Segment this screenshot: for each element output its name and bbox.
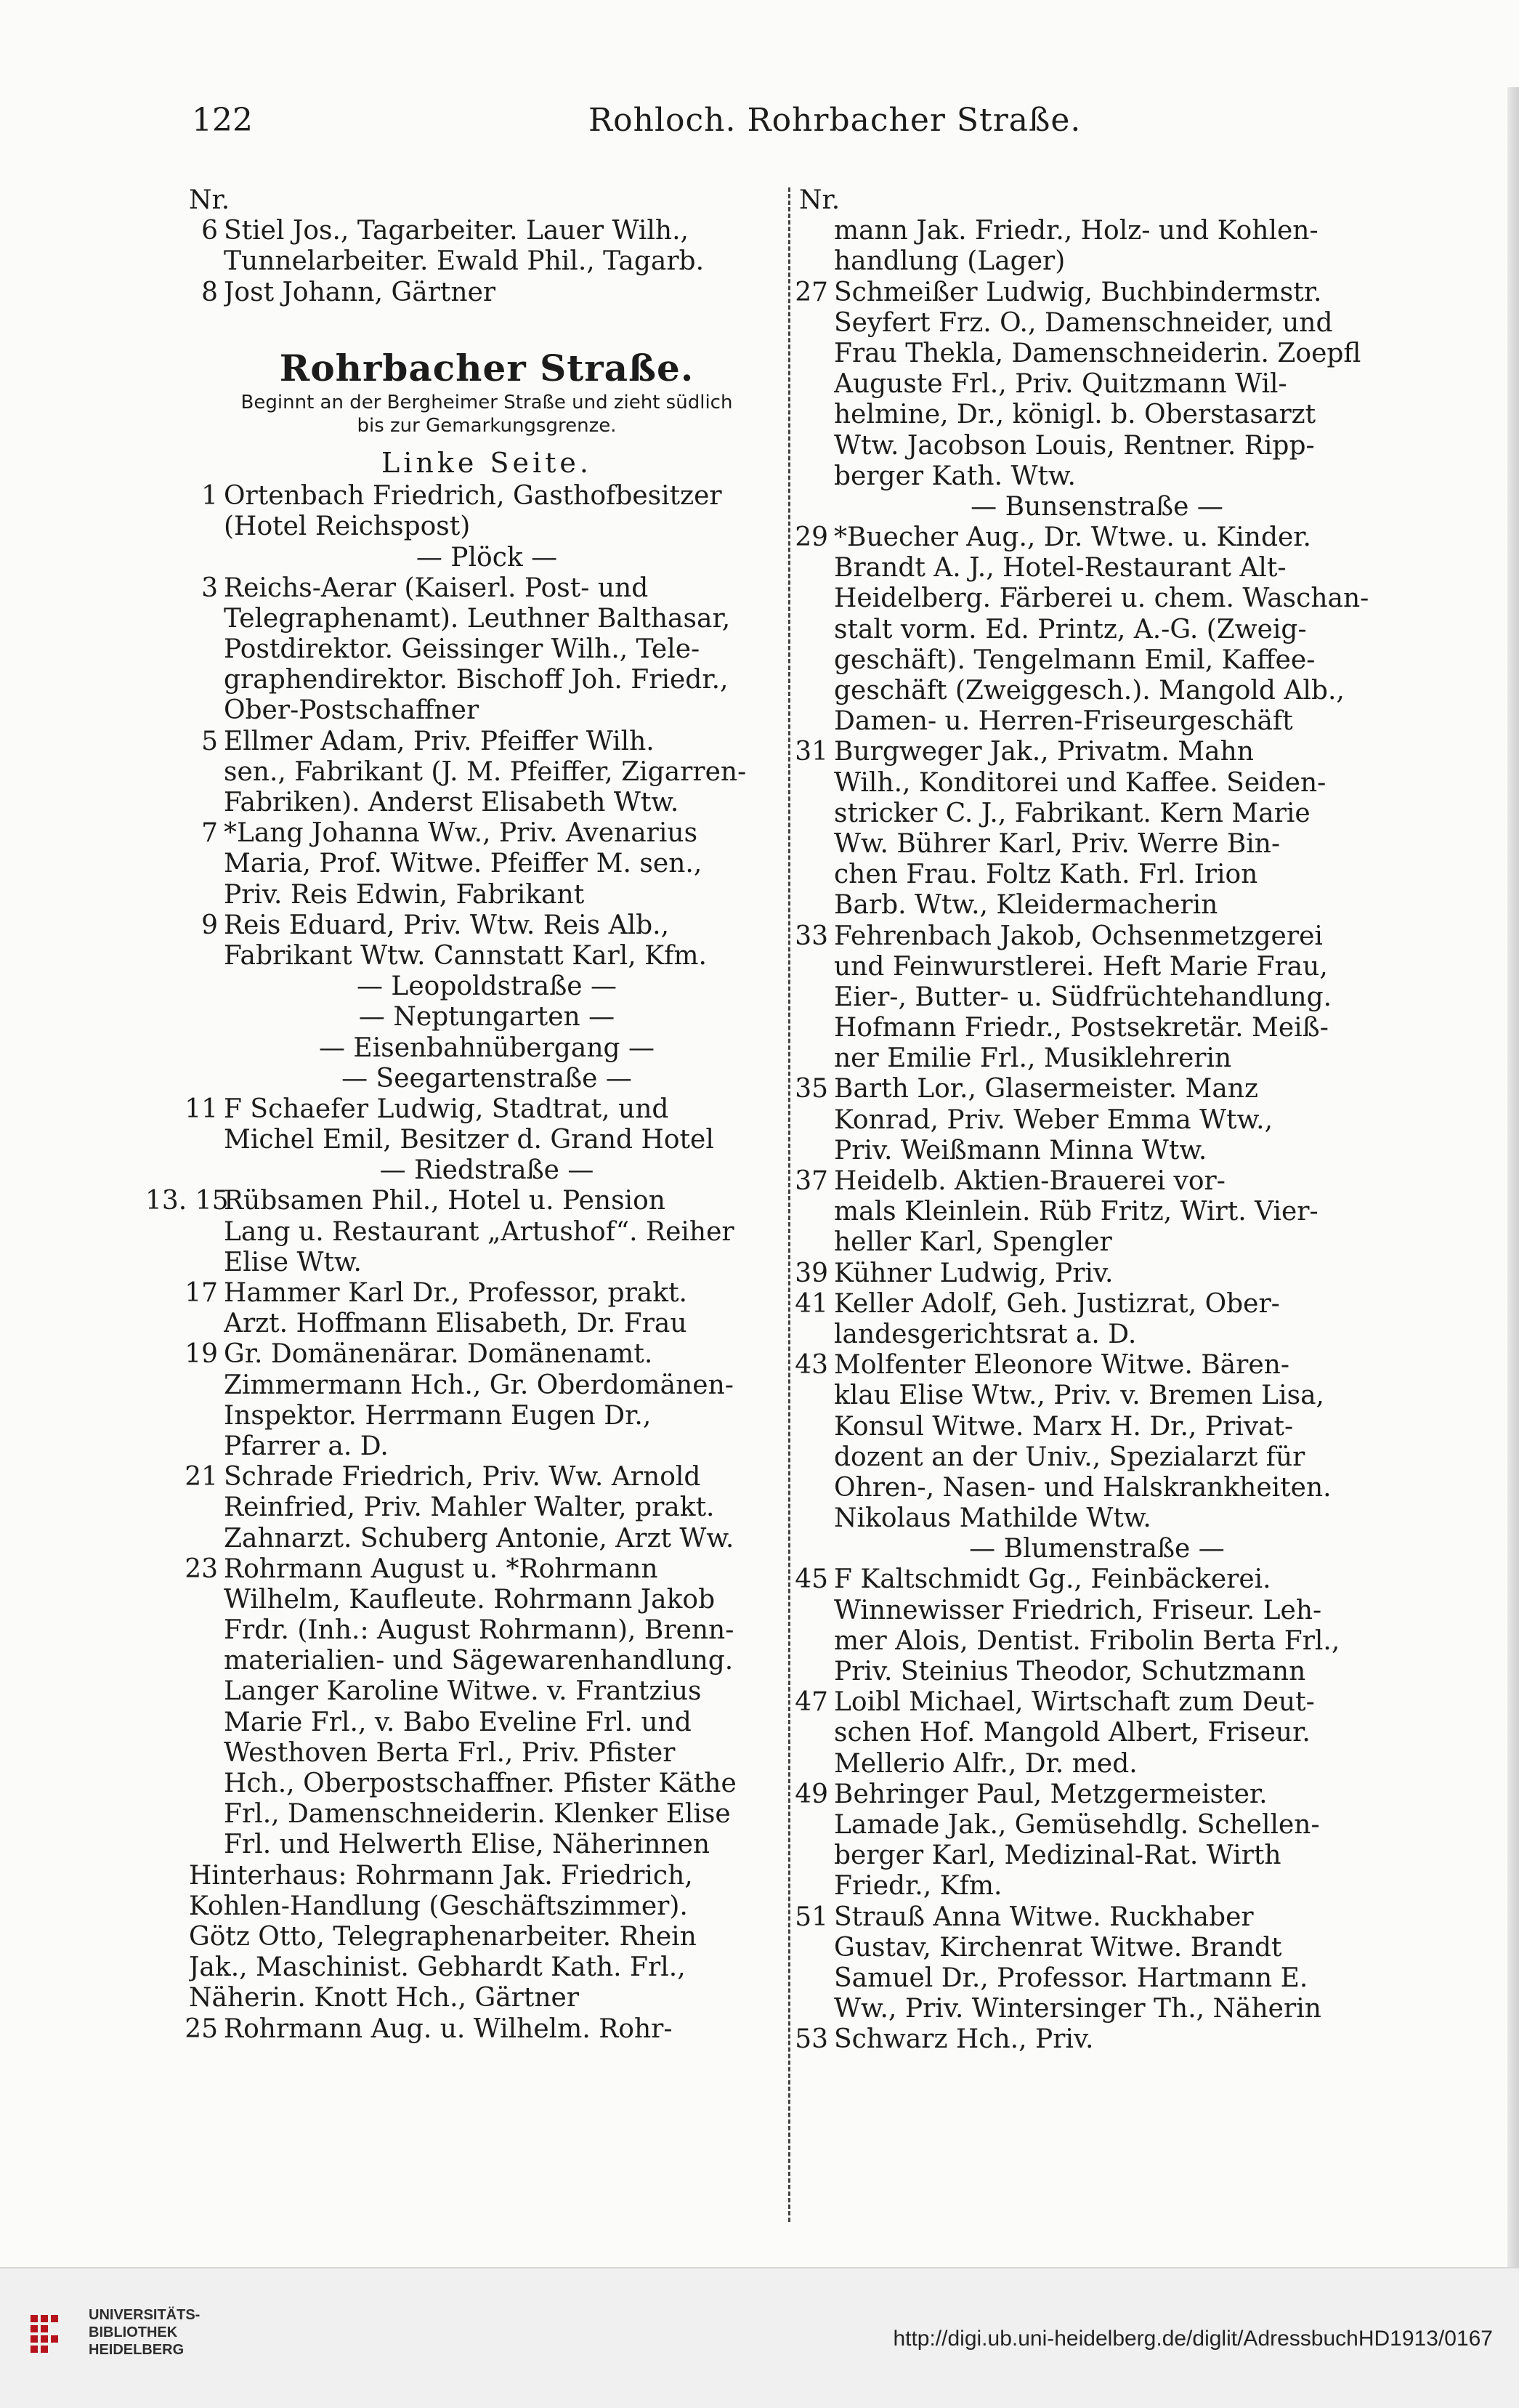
cross-street: — Plöck —: [416, 542, 558, 573]
entry-text: [834, 1902, 1395, 2025]
entry-line: Frdr. (Inh.: August Rohrmann), Brenn-: [224, 1615, 734, 1646]
entry-line: Heidelb. Aktien-Brauerei vor-: [834, 1166, 1226, 1196]
house-number: 7: [201, 818, 218, 849]
library-logo-icon: [28, 2309, 78, 2360]
entry-line: mer Alois, Dentist. Fribolin Berta Frl.,: [834, 1625, 1340, 1656]
entry-line: mann Jak. Friedr., Holz- und Kohlen-: [834, 216, 1319, 246]
entry-line: Friedr., Kfm.: [834, 1871, 1002, 1902]
address-entry: [795, 1350, 1395, 1534]
entry-text: [224, 910, 785, 971]
entry-line: Stiel Jos., Tagarbeiter. Lauer Wilh.,: [224, 216, 689, 246]
entry-text: [834, 921, 1395, 1075]
entry-text: [224, 1278, 785, 1339]
entry-line: Mellerio Alfr., Dr. med.: [834, 1748, 1138, 1779]
address-entry: [189, 818, 785, 910]
entry-line: Gustav, Kirchenrat Witwe. Brandt: [834, 1932, 1282, 1963]
address-entry: [185, 1339, 785, 1462]
entry-line: Auguste Frl., Priv. Quitzmann Wil-: [834, 369, 1287, 400]
house-number: 43: [795, 1350, 828, 1381]
entry-line: Ww. Bührer Karl, Priv. Werre Bin-: [834, 828, 1281, 859]
house-number: 51: [795, 1902, 828, 1932]
entry-line: handlung (Lager): [834, 246, 1066, 277]
entry-line: Lamade Jak., Gemüsehdlg. Schellen-: [834, 1809, 1320, 1840]
cross-street: — Leopoldstraße —: [356, 971, 617, 1002]
entry-line: Michel Emil, Besitzer d. Grand Hotel: [224, 1125, 714, 1155]
entry-line: Maria, Prof. Witwe. Pfeiffer M. sen.,: [224, 849, 702, 879]
entry-text: [224, 1186, 785, 1278]
entry-line: Reis Eduard, Priv. Wtw. Reis Alb.,: [224, 910, 670, 940]
entry-line: Zahnarzt. Schuberg Antonie, Arzt Ww.: [224, 1523, 734, 1554]
house-number: 49: [795, 1779, 828, 1809]
address-entry: [795, 277, 1395, 492]
address-entry: [795, 1288, 1395, 1350]
entry-line: helmine, Dr., königl. b. Oberstasarzt: [834, 400, 1316, 430]
entry-text: [834, 737, 1395, 921]
entry-line: Rübsamen Phil., Hotel u. Pension: [224, 1186, 665, 1216]
entry-line: Westhoven Berta Frl., Priv. Pfister: [224, 1737, 676, 1768]
address-entry: [795, 2024, 1395, 2055]
entry-line: Gr. Domänenärar. Domänenamt.: [224, 1339, 653, 1370]
entry-line: klau Elise Wtw., Priv. v. Bremen Lisa,: [834, 1381, 1324, 1411]
library-name-line: HEIDELBERG: [89, 2342, 185, 2358]
entry-text: [224, 573, 785, 727]
entry-line: Ohren-, Nasen- und Halskrankheiten.: [834, 1472, 1332, 1503]
house-number: 53: [795, 2024, 828, 2055]
continued-entry: [799, 216, 1395, 277]
side-heading: Linke Seite.: [381, 446, 592, 479]
entry-line: Ober-Postschaffner: [224, 695, 479, 726]
cross-street: — Bunsenstraße —: [971, 491, 1223, 522]
entry-line: Hammer Karl Dr., Professor, prakt.: [224, 1278, 687, 1309]
entry-line: Reichs-Aerar (Kaiserl. Post- und: [224, 573, 649, 603]
entry-text: [224, 481, 785, 542]
entry-line: Postdirektor. Geissinger Wilh., Tele-: [224, 634, 700, 665]
entry-text: [224, 1339, 785, 1462]
entry-line: Heidelberg. Färberei u. chem. Waschan-: [834, 583, 1369, 614]
entry-line: Reinfried, Priv. Mahler Walter, prakt.: [224, 1492, 715, 1523]
entry-line: Inspektor. Herrmann Eugen Dr.,: [224, 1400, 652, 1431]
rear-building-block: [189, 1861, 785, 2014]
entry-line: Wilh., Konditorei und Kaffee. Seiden-: [834, 767, 1326, 798]
entry-line: Jak., Maschinist. Gebhardt Kath. Frl.,: [189, 1952, 686, 1983]
address-entry: [189, 216, 785, 277]
entry-text: [834, 1074, 1395, 1166]
entry-line: Elise Wtw.: [224, 1247, 362, 1277]
entry-line: graphendirektor. Bischoff Joh. Friedr.,: [224, 665, 729, 695]
street-description-line: Beginnt an der Bergheimer Straße und zieht südlich: [240, 391, 733, 413]
entry-line: F Schaefer Ludwig, Stadtrat, und: [224, 1094, 669, 1124]
house-number: 37: [795, 1166, 828, 1196]
library-name-line: BIBLIOTHEK: [89, 2324, 178, 2340]
address-entry: [189, 573, 785, 727]
nr-label: Nr.: [799, 185, 840, 215]
cross-street: — Neptungarten —: [358, 1002, 615, 1033]
address-entry: [795, 1564, 1395, 1687]
entry-line: sen., Fabrikant (J. M. Pfeiffer, Zigarren-: [224, 756, 747, 787]
entry-line: materialien- und Sägewarenhandlung.: [224, 1646, 734, 1676]
house-number: 45: [795, 1564, 828, 1595]
entry-line: Seyfert Frz. O., Damenschneider, und: [834, 307, 1333, 338]
address-entry: [795, 921, 1395, 1075]
entry-line: Wilhelm, Kaufleute. Rohrmann Jakob: [224, 1584, 716, 1615]
entry-line: Schwarz Hch., Priv.: [834, 2024, 1094, 2055]
entry-line: Ellmer Adam, Priv. Pfeiffer Wilh.: [224, 726, 655, 756]
entry-line: Keller Adolf, Geh. Justizrat, Ober-: [834, 1288, 1280, 1319]
entry-text: [834, 278, 1395, 492]
entry-line: Behringer Paul, Metzgermeister.: [834, 1779, 1268, 1809]
cross-street: — Blumenstraße —: [969, 1534, 1225, 1564]
entry-line: Fehrenbach Jakob, Ochsenmetzgerei: [834, 921, 1323, 951]
entry-line: Brandt A. J., Hotel-Restaurant Alt-: [834, 553, 1287, 583]
address-entry: [795, 1902, 1395, 2025]
address-entry: [185, 2013, 785, 2045]
entry-text: [834, 1564, 1395, 1687]
house-number: 9: [201, 910, 218, 940]
house-number: 27: [795, 277, 828, 307]
street-title: Rohrbacher Straße.: [279, 346, 694, 389]
entry-line: Kohlen-Handlung (Geschäftszimmer).: [189, 1891, 688, 1921]
library-name-line: UNIVERSITÄTS-: [89, 2307, 200, 2323]
cross-street: — Eisenbahnübergang —: [318, 1033, 655, 1063]
house-number: 8: [201, 277, 218, 307]
house-number: 31: [795, 737, 828, 767]
entry-line: Pfarrer a. D.: [224, 1431, 389, 1461]
entry-line: Rohrmann Aug. u. Wilhelm. Rohr-: [224, 2013, 673, 2044]
entry-text: [224, 727, 785, 819]
house-number: 29: [795, 522, 828, 553]
entry-line: Priv. Reis Edwin, Fabrikant: [224, 879, 585, 910]
entry-line: Zimmermann Hch., Gr. Oberdomänen-: [224, 1370, 734, 1400]
entry-line: *Buecher Aug., Dr. Wtwe. u. Kinder.: [834, 522, 1311, 553]
entry-line: geschäft). Tengelmann Emil, Kaffee-: [834, 645, 1316, 675]
left-column: [145, 185, 785, 2045]
right-entries: [795, 216, 1395, 2055]
entry-text: [834, 522, 1395, 737]
entry-line: Näherin. Knott Hch., Gärtner: [189, 1983, 580, 2013]
entry-line: Wtw. Jacobson Louis, Rentner. Ripp-: [834, 430, 1315, 461]
address-entry: [185, 1554, 785, 1861]
house-number: 3: [201, 573, 218, 603]
cross-street: — Riedstraße —: [379, 1155, 594, 1186]
house-number: 21: [185, 1462, 218, 1492]
address-entry: [189, 910, 785, 971]
entry-line: *Lang Johanna Ww., Priv. Avenarius: [224, 818, 698, 849]
entry-line: landesgerichtsrat a. D.: [834, 1319, 1137, 1349]
entry-text: [834, 1350, 1395, 1534]
house-number: 35: [795, 1074, 828, 1104]
address-entry: [795, 737, 1395, 921]
entry-line: Hofmann Friedr., Postsekretär. Meiß-: [834, 1013, 1329, 1043]
right-column: [795, 185, 1395, 2055]
house-number: 5: [201, 726, 218, 756]
entry-line: Priv. Weißmann Minna Wtw.: [834, 1135, 1207, 1165]
entry-line: berger Kath. Wtw.: [834, 461, 1076, 491]
entry-line: F Kaltschmidt Gg., Feinbäckerei.: [834, 1564, 1271, 1595]
entry-line: Frau Thekla, Damenschneiderin. Zoepfl: [834, 338, 1361, 368]
source-url-link[interactable]: http://digi.ub.uni-heidelberg.de/diglit/AdressbuchHD1913/0167: [893, 2327, 1493, 2351]
house-number: 17: [185, 1278, 218, 1309]
house-number: 19: [185, 1339, 218, 1370]
address-entry: [185, 1094, 785, 1155]
entry-line: Schrade Friedrich, Priv. Ww. Arnold: [224, 1462, 701, 1492]
address-entry: [145, 1186, 785, 1278]
entry-line: Frl. und Helwerth Elise, Näherinnen: [224, 1830, 710, 1860]
house-number: 25: [185, 2013, 218, 2044]
entry-line: Marie Frl., v. Babo Eveline Frl. und: [224, 1707, 692, 1737]
entry-line: Arzt. Hoffmann Elisabeth, Dr. Frau: [224, 1309, 687, 1339]
entry-text: [834, 1687, 1395, 1779]
entry-text: [834, 1258, 1395, 1289]
pre-entries: [189, 216, 785, 308]
entry-line: Schmeißer Ludwig, Buchbindermstr.: [834, 277, 1322, 307]
entry-line: Konrad, Priv. Weber Emma Wtw.,: [834, 1104, 1273, 1135]
entry-line: Loibl Michael, Wirtschaft zum Deut-: [834, 1687, 1315, 1718]
address-entry: [795, 1687, 1395, 1779]
entry-line: Fabrikant Wtw. Cannstatt Karl, Kfm.: [224, 940, 707, 971]
entry-text: [834, 1779, 1395, 1902]
entry-line: Barth Lor., Glasermeister. Manz: [834, 1074, 1258, 1104]
entry-line: ner Emilie Frl., Musiklehrerin: [834, 1043, 1232, 1074]
entry-text: [224, 1094, 785, 1155]
entry-line: Frl., Damenschneiderin. Klenker Elise: [224, 1799, 731, 1830]
entry-line: Tunnelarbeiter. Ewald Phil., Tagarb.: [224, 246, 705, 277]
entry-line: Damen- u. Herren-Friseurgeschäft: [834, 706, 1293, 737]
entry-text: [834, 2024, 1395, 2055]
entry-line: Nikolaus Mathilde Wtw.: [834, 1503, 1151, 1534]
entry-line: Konsul Witwe. Marx H. Dr., Privat-: [834, 1411, 1294, 1442]
entry-line: Lang u. Restaurant „Artushof“. Reiher: [224, 1216, 734, 1247]
entry-line: Burgweger Jak., Privatm. Mahn: [834, 737, 1254, 767]
entry-text: [834, 1166, 1395, 1258]
running-title: Rohloch. Rohrbacher Straße.: [588, 102, 1082, 139]
entry-text: [224, 278, 785, 308]
house-number: 23: [185, 1554, 218, 1584]
left-entries: [145, 481, 785, 2045]
entry-line: Ww., Priv. Wintersinger Th., Näherin: [834, 1994, 1321, 2024]
nr-label: Nr.: [189, 185, 230, 215]
entry-text: [224, 1462, 785, 1554]
cross-street: — Seegartenstraße —: [341, 1063, 632, 1094]
entry-text: [224, 2014, 785, 2045]
entry-line: Götz Otto, Telegraphenarbeiter. Rhein: [189, 1921, 697, 1952]
house-number: 39: [795, 1258, 828, 1288]
house-number: 33: [795, 921, 828, 951]
house-number: 47: [795, 1687, 828, 1718]
entry-line: Telegraphenamt). Leuthner Balthasar,: [224, 603, 731, 634]
street-description: [189, 391, 785, 437]
address-entry: [795, 522, 1395, 737]
entry-line: mals Kleinlein. Rüb Fritz, Wirt. Vier-: [834, 1197, 1319, 1227]
address-entry: [795, 1166, 1395, 1258]
house-number: 1: [201, 481, 218, 512]
address-entry: [185, 1462, 785, 1554]
address-entry: [795, 1779, 1395, 1902]
entry-line: Fabriken). Anderst Elisabeth Wtw.: [224, 788, 679, 818]
entry-line: heller Karl, Spengler: [834, 1227, 1112, 1258]
address-entry: [185, 1278, 785, 1339]
entry-text: [224, 818, 785, 910]
entry-line: Strauß Anna Witwe. Ruckhaber: [834, 1902, 1254, 1932]
page-edge-shadow: [1507, 87, 1519, 2267]
entry-line: schen Hof. Mangold Albert, Friseur.: [834, 1718, 1311, 1748]
entry-line: Langer Karoline Witwe. v. Frantzius: [224, 1676, 702, 1707]
entry-text: [834, 1289, 1395, 1350]
entry-line: und Feinwurstlerei. Heft Marie Frau,: [834, 951, 1328, 982]
entry-line: Eier-, Butter- u. Südfrüchtehandlung.: [834, 982, 1332, 1012]
entry-line: stalt vorm. Ed. Printz, A.-G. (Zweig-: [834, 614, 1307, 645]
footer-bar: [0, 2267, 1519, 2408]
street-description-line: bis zur Gemarkungsgrenze.: [357, 414, 617, 437]
entry-text: [224, 1554, 785, 1861]
address-entry: [795, 1074, 1395, 1166]
entry-line: chen Frau. Foltz Kath. Frl. Irion: [834, 860, 1258, 890]
house-number: 13. 15: [145, 1186, 229, 1216]
entry-line: Samuel Dr., Professor. Hartmann E.: [834, 1963, 1308, 1993]
address-entry: [189, 481, 785, 542]
entry-line: Molfenter Eleonore Witwe. Bären-: [834, 1350, 1290, 1381]
entry-line: stricker C. J., Fabrikant. Kern Marie: [834, 798, 1311, 828]
entry-line: Kühner Ludwig, Priv.: [834, 1258, 1114, 1288]
entry-line: Hch., Oberpostschaffner. Pfister Käthe: [224, 1769, 737, 1799]
entry-line: dozent an der Univ., Spezialarzt für: [834, 1442, 1305, 1472]
house-number: 6: [201, 216, 218, 246]
entry-text: [224, 216, 785, 277]
entry-line: geschäft (Zweiggesch.). Mangold Alb.,: [834, 676, 1345, 706]
house-number: 41: [795, 1288, 828, 1319]
entry-line: Rohrmann August u. *Rohrmann: [224, 1554, 658, 1584]
house-number: 11: [185, 1094, 218, 1124]
entry-line: Hinterhaus: Rohrmann Jak. Friedrich,: [189, 1860, 693, 1891]
entry-line: Priv. Steinius Theodor, Schutzmann: [834, 1657, 1306, 1686]
page-number: 122: [192, 102, 253, 139]
address-entry: [795, 1258, 1395, 1289]
entry-line: (Hotel Reichspost): [224, 512, 471, 542]
entry-line: Jost Johann, Gärtner: [224, 277, 496, 307]
address-entry: [189, 278, 785, 308]
library-name: [89, 2306, 200, 2359]
page-header: [167, 102, 1373, 160]
entry-line: Winnewisser Friedrich, Friseur. Leh-: [834, 1595, 1322, 1625]
address-entry: [189, 727, 785, 819]
entry-line: berger Karl, Medizinal-Rat. Wirth: [834, 1841, 1281, 1871]
entry-line: Ortenbach Friedrich, Gasthofbesitzer: [224, 481, 722, 512]
entry-line: Barb. Wtw., Kleidermacherin: [834, 890, 1218, 921]
